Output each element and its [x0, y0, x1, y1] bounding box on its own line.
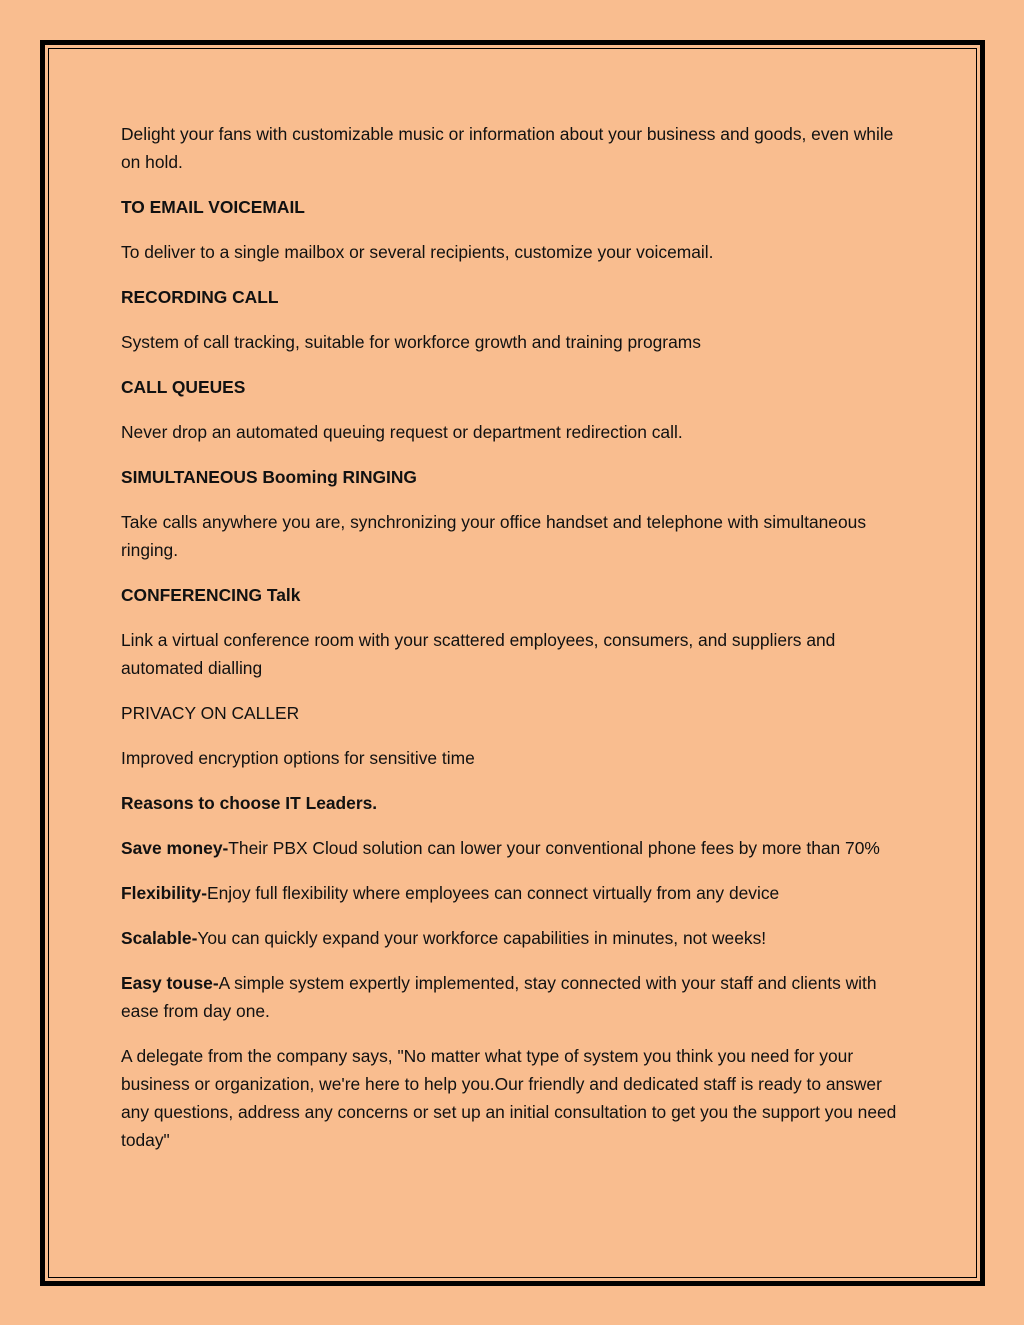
heading-conferencing: CONFERENCING Talk	[121, 585, 301, 605]
heading-call-queues: CALL QUEUES	[121, 377, 246, 397]
reason-flexibility-text: Enjoy full flexibility where employees can connect virtually from any device	[207, 883, 780, 903]
document-body	[121, 120, 911, 1171]
reason-save-money-label: Save money-	[121, 838, 229, 858]
heading-privacy: PRIVACY ON CALLER	[121, 703, 300, 723]
paragraph-conferencing: Link a virtual conference room with your scattered employees, consumers, and suppliers and automated dialling	[121, 630, 836, 678]
reason-scalable-text: You can quickly expand your workforce capabilities in minutes, not weeks!	[197, 928, 767, 948]
reason-save-money-text: Their PBX Cloud solution can lower your conventional phone fees by more than 70%	[228, 838, 880, 858]
reason-flexibility-label: Flexibility-	[121, 883, 208, 903]
reason-save-money	[121, 834, 911, 862]
heading-simultaneous-ringing: SIMULTANEOUS Booming RINGING	[121, 467, 417, 487]
reason-easy-to-use-label: Easy touse-	[121, 973, 219, 993]
intro-paragraph: Delight your fans with customizable music or information about your business and goods, even while on hold.	[121, 124, 894, 172]
paragraph-email-voicemail: To deliver to a single mailbox or several recipients, customize your voicemail.	[121, 242, 714, 262]
reason-easy-to-use	[121, 969, 911, 1025]
reason-easy-to-use-text: A simple system expertly implemented, stay connected with your staff and clients with ease from day one.	[121, 973, 877, 1021]
quote-paragraph: A delegate from the company says, "No matter what type of system you think you need for your business or organization, we're here to help you.Our friendly and dedicated staff is ready to answer any questions, address any concerns or set up an initial consultation to get you the support you need today"	[121, 1046, 897, 1150]
paragraph-recording-call: System of call tracking, suitable for workforce growth and training programs	[121, 332, 701, 352]
reason-scalable	[121, 924, 911, 952]
reason-scalable-label: Scalable-	[121, 928, 198, 948]
paragraph-privacy: Improved encryption options for sensitive time	[121, 748, 475, 768]
paragraph-simultaneous-ringing: Take calls anywhere you are, synchronizing your office handset and telephone with simultaneous ringing.	[121, 512, 867, 560]
heading-reasons: Reasons to choose IT Leaders.	[121, 793, 378, 813]
paragraph-call-queues: Never drop an automated queuing request or department redirection call.	[121, 422, 683, 442]
heading-recording-call: RECORDING CALL	[121, 287, 279, 307]
reason-flexibility	[121, 879, 911, 907]
heading-email-voicemail: TO EMAIL VOICEMAIL	[121, 197, 305, 217]
